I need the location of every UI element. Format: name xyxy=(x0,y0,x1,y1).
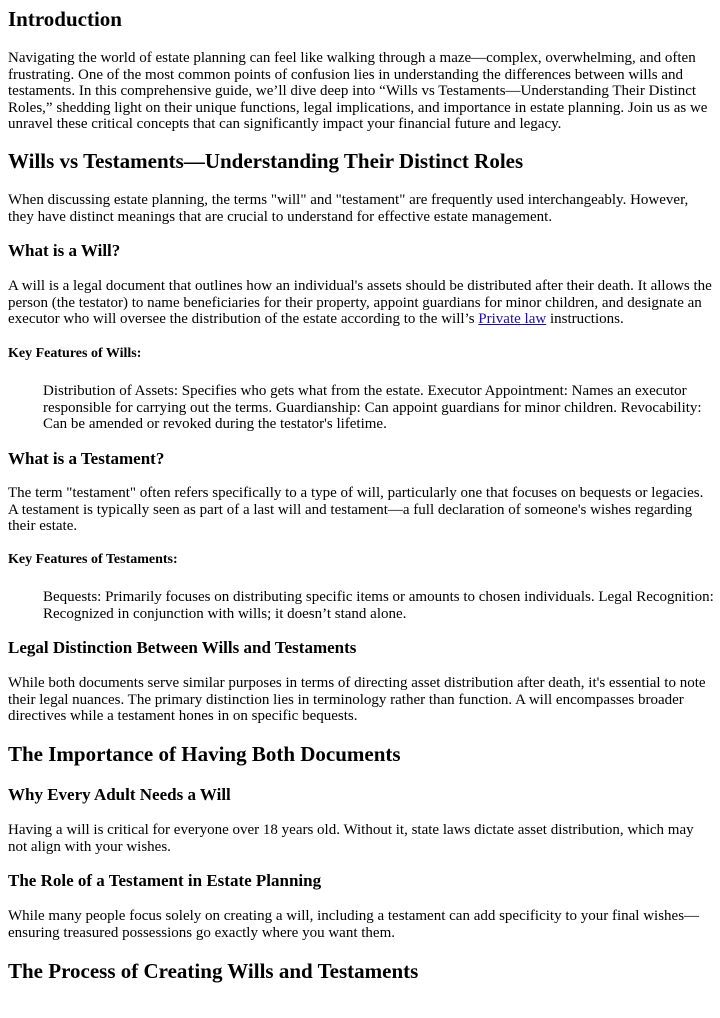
what-is-a-testament-paragraph: The term "testament" often refers specifically to a type of will, particularly one that focuses on bequests or legacies. A testament is typically seen as part of a last will and testament—a full declaration of someone's wishes regarding their estate. xyxy=(8,485,704,534)
what-is-a-testament-heading: What is a Testament? xyxy=(8,449,165,468)
will-paragraph-text-end: instructions. xyxy=(546,311,624,327)
role-of-testament-heading: The Role of a Testament in Estate Planning xyxy=(8,871,322,890)
why-every-adult-paragraph: Having a will is critical for everyone over 18 years old. Without it, state laws dictate asset distribution, which may not align with your wishes. xyxy=(8,822,694,855)
testament-features-list: Bequests: Primarily focuses on distributing specific items or amounts to chosen individuals. Legal Recognition: Recognized in conjunction with wills; it doesn’t stand alone. xyxy=(43,589,714,622)
what-is-a-will-paragraph xyxy=(8,278,716,328)
legal-distinction-heading: Legal Distinction Between Wills and Testaments xyxy=(8,638,357,657)
will-features-heading: Key Features of Wills: xyxy=(8,346,142,361)
wills-vs-testaments-heading: Wills vs Testaments—Understanding Their Distinct Roles xyxy=(8,149,524,173)
private-law-link[interactable]: Private law xyxy=(478,311,547,327)
legal-distinction-paragraph: While both documents serve similar purposes in terms of directing asset distribution after death, it's essential to note their legal nuances. The primary distinction lies in terminology rather than function. A will encompasses broader directives while a testament hones in on specific bequests. xyxy=(8,675,706,724)
testament-features-heading: Key Features of Testaments: xyxy=(8,552,178,567)
will-paragraph-text: A will is a legal document that outlines how an individual's assets should be distributed after their death. It allows the person (the testator) to name beneficiaries for their property, appoint guardians for minor children, and designate an executor who will oversee the distribution of the estate according to the will’s xyxy=(8,278,712,327)
why-every-adult-heading: Why Every Adult Needs a Will xyxy=(8,785,231,804)
role-of-testament-paragraph: While many people focus solely on creating a will, including a testament can add specificity to your final wishes—ensuring treasured possessions go exactly where you want them. xyxy=(8,908,700,941)
what-is-a-will-heading: What is a Will? xyxy=(8,241,121,260)
will-features-list: Distribution of Assets: Specifies who gets what from the estate. Executor Appointment: Names an executor responsible for carrying out the terms. Guardianship: Can appoint guardians for minor children. Revocability: Can be amended or revoked during the testator's lifetime. xyxy=(43,383,702,432)
introduction-heading: Introduction xyxy=(8,7,122,31)
process-heading: The Process of Creating Wills and Testaments xyxy=(8,959,419,983)
importance-heading: The Importance of Having Both Documents xyxy=(8,742,401,766)
introduction-paragraph: Navigating the world of estate planning can feel like walking through a maze—complex, overwhelming, and often frustrating. One of the most common points of confusion lies in understanding the differences between wills and testaments. In this comprehensive guide, we’ll dive deep into “Wills vs Testaments—Understanding Their Distinct Roles,” shedding light on their unique functions, legal implications, and importance in estate planning. Join us as we unravel these critical concepts that can significantly impact your financial future and legacy. xyxy=(8,50,708,132)
wills-vs-testaments-paragraph: When discussing estate planning, the terms "will" and "testament" are frequently used interchangeably. However, they have distinct meanings that are crucial to understand for effective estate management. xyxy=(8,192,689,225)
